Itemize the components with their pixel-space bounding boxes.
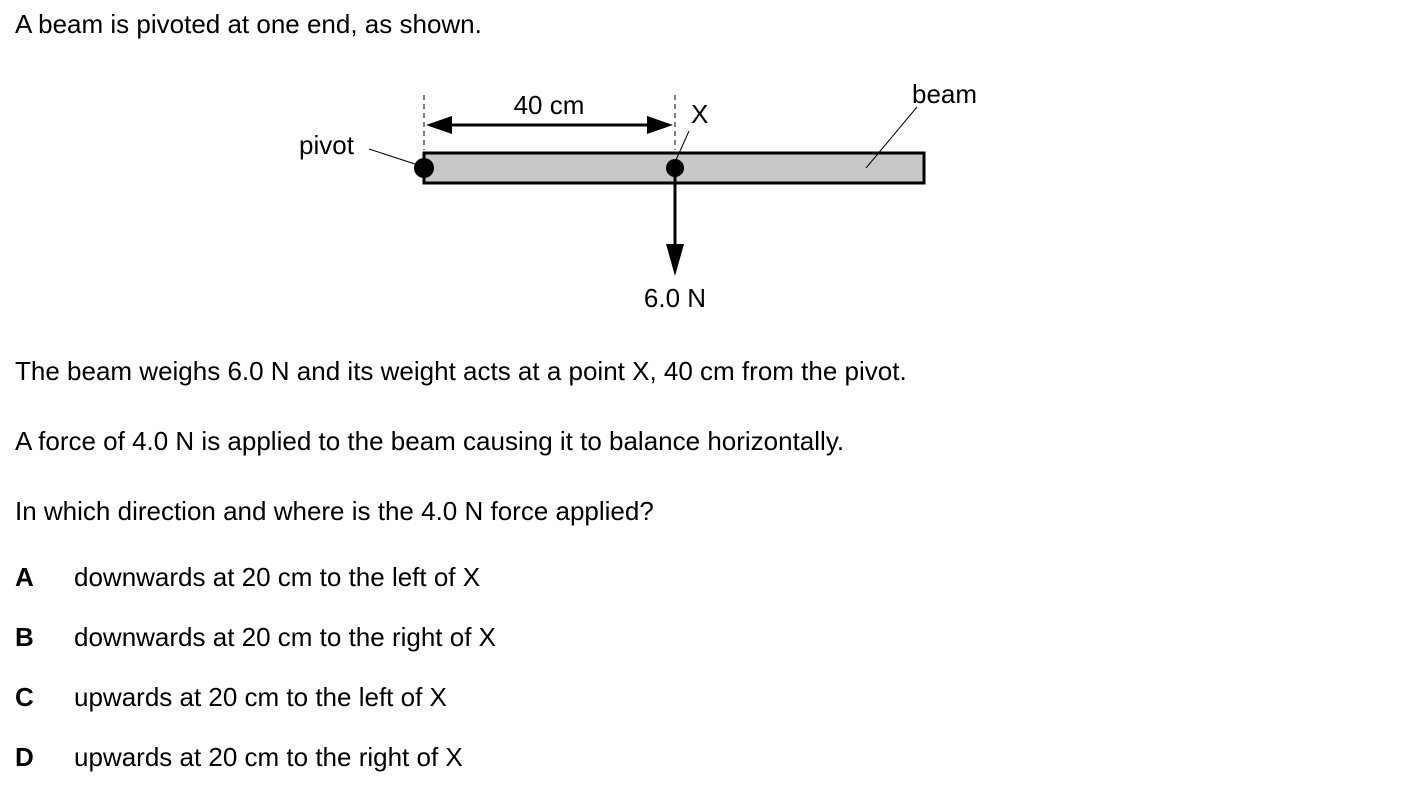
option-text: upwards at 20 cm to the right of X	[74, 742, 463, 772]
pivot-point	[414, 158, 434, 178]
option-letter: D	[15, 742, 34, 772]
weight-arrow-head	[666, 244, 684, 276]
option-text: downwards at 20 cm to the right of X	[74, 622, 496, 652]
beam-diagram	[0, 0, 1421, 330]
option-text: upwards at 20 cm to the left of X	[74, 682, 447, 712]
question-prompt: In which direction and where is the 4.0 N force applied?	[15, 496, 654, 526]
distance-arrow-left-head	[426, 116, 452, 134]
distance-arrow-right-head	[647, 116, 673, 134]
statement-weight: The beam weighs 6.0 N and its weight acts at a point X, 40 cm from the pivot.	[15, 356, 907, 386]
option-letter: A	[15, 562, 34, 592]
option-letter: B	[15, 622, 34, 652]
pivot-label: pivot	[299, 130, 354, 160]
pivot-leader-line	[369, 149, 418, 165]
option-text: downwards at 20 cm to the left of X	[74, 562, 481, 592]
distance-label: 40 cm	[513, 90, 585, 120]
beam-label: beam	[912, 79, 978, 109]
option-letter: C	[15, 682, 34, 712]
intro-text: A beam is pivoted at one end, as shown.	[15, 9, 482, 39]
statement-force: A force of 4.0 N is applied to the beam causing it to balance horizontally.	[15, 426, 845, 456]
point-x-label: X	[691, 99, 709, 129]
point-x	[666, 159, 684, 177]
weight-force-label: 6.0 N	[643, 283, 707, 313]
